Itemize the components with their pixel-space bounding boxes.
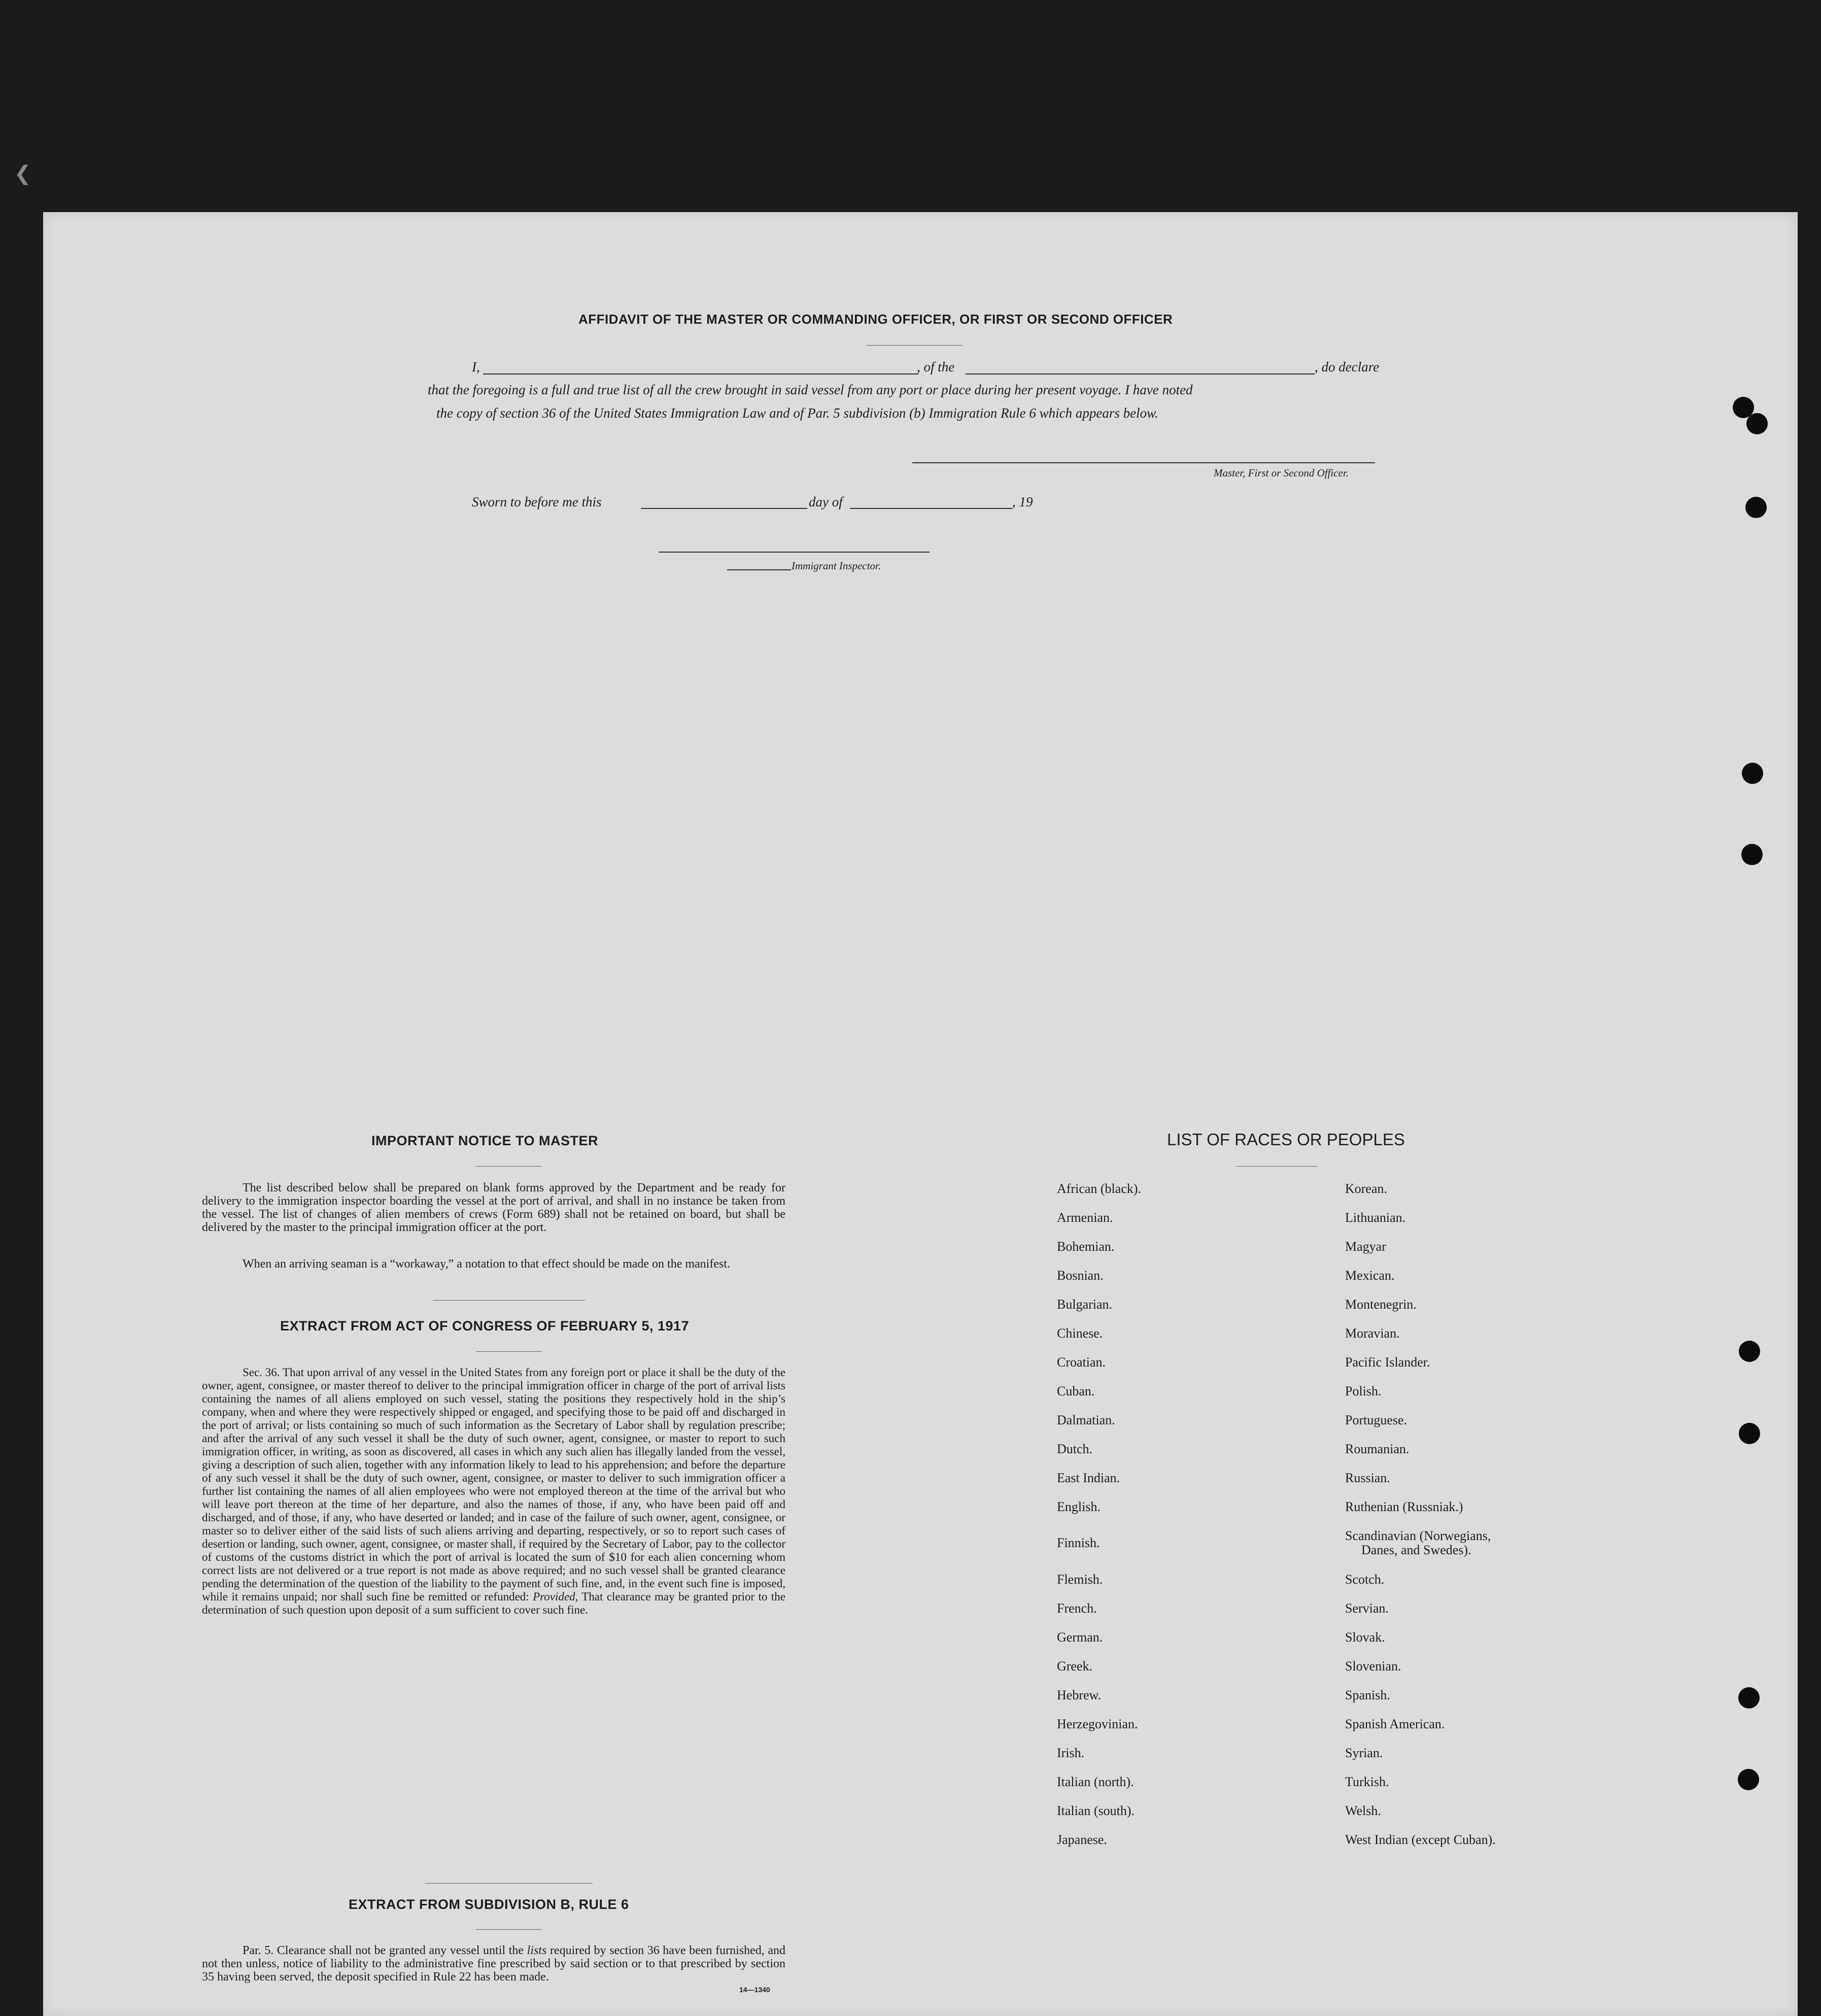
sworn-month-blank bbox=[850, 508, 1012, 509]
affidavit-line-3: the copy of section 36 of the United States Immigration Law and of Par. 5 subdivision (b) Immigration Rule 6 which appears below. bbox=[436, 405, 1158, 421]
affidavit-declare-label: , do declare bbox=[1315, 359, 1380, 374]
race-item: Lithuanian. bbox=[1345, 1210, 1406, 1225]
race-item: Roumanian. bbox=[1345, 1442, 1410, 1456]
race-item: East Indian. bbox=[1057, 1471, 1120, 1485]
lists-word: lists bbox=[527, 1944, 547, 1957]
race-item: Welsh. bbox=[1345, 1803, 1381, 1818]
affidavit-line-1 bbox=[472, 359, 1445, 378]
race-item: Russian. bbox=[1345, 1471, 1390, 1485]
form-number: 14—1340 bbox=[739, 1986, 770, 1994]
race-item: Irish. bbox=[1057, 1746, 1085, 1760]
sworn-line bbox=[472, 494, 1096, 512]
notice-title: IMPORTANT NOTICE TO MASTER bbox=[371, 1133, 598, 1148]
divider bbox=[433, 1300, 585, 1301]
divider bbox=[425, 1883, 593, 1884]
sworn-day-blank bbox=[641, 508, 807, 509]
punch-hole bbox=[1739, 1423, 1760, 1444]
race-item: Japanese. bbox=[1057, 1832, 1107, 1847]
race-item: West Indian (except Cuban). bbox=[1345, 1832, 1496, 1847]
punch-hole bbox=[1739, 1341, 1760, 1362]
notice-paragraph-1: The list described below shall be prepared on blank forms approved by the Department and be ready for delivery to the immigration inspector boarding the vessel at the port of arrival, and shall in no instance be taken from the vessel. The list of changes of alien members of crews (Form 689) shall not be retained on board, but shall be delivered by the master to the principal immigration officer at the port. bbox=[202, 1181, 785, 1234]
par-body-a: Clearance shall not be granted any vessel until the bbox=[277, 1944, 524, 1957]
race-item: Herzegovinian. bbox=[1057, 1717, 1138, 1731]
punch-hole bbox=[1742, 763, 1763, 784]
race-item: Greek. bbox=[1057, 1659, 1093, 1673]
race-item: Bulgarian. bbox=[1057, 1297, 1113, 1312]
divider bbox=[1236, 1166, 1318, 1167]
divider bbox=[476, 1166, 542, 1167]
race-item: Bosnian. bbox=[1057, 1268, 1104, 1283]
par-5-text bbox=[202, 1944, 785, 1984]
punch-hole bbox=[1741, 844, 1763, 865]
race-item: Slovak. bbox=[1345, 1630, 1385, 1645]
provided-label: Provided, bbox=[533, 1590, 578, 1603]
sworn-day-of: day of bbox=[809, 494, 843, 509]
section-body: That upon arrival of any vessel in the United States from any foreign port or place it shall be the duty of the owner, agent, consignee, or master thereof to deliver to the principal immigration officer in charge of the port of arrival lists containing the names of all aliens employed on such vessel, stating the positions they respectively hold in the ship’s company, when and where they were respectively shipped or engaged, and specifying those to be paid off and discharged in the port of arrival; or lists containing so much of such information as the Secretary of Labor shall by regulation prescribe; and after the arrival of any such vessel it shall be the duty of such owner, agent, consignee, or master to report to such immigration officer, in writing, as soon as discovered, all cases in which any such alien has illegally landed from the vessel, giving a description of such alien, together with any information likely to lead to his apprehension; and before the departure of any such vessel it shall be the duty of such owner, agent, consignee, or master to deliver to such immigration officer a further list containing the names of all alien employees who were not employed thereon at the time of the arrival but who will leave port thereon at the time of her departure, and also the names of those, if any, who have been paid off and discharged, and of those, if any, who have deserted or landed; and in case of the failure of such owner, agent, consignee, or master so to deliver either of the said lists of such aliens arriving and departing, respectively, or so to report such cases of desertion or landing, such owner, agent, consignee, or master shall, if required by the Secretary of Labor, pay to the collector of customs of the customs district in which the port of arrival is located the sum of $10 for each alien concerning whom correct lists are not delivered or a true report is not made as above required; and no such vessel shall be granted clearance pending the determination of the question of the liability to the payment of such fine, and, in the event such fine is imposed, while it remains unpaid; nor shall such fine be remitted or refunded: bbox=[202, 1366, 785, 1603]
sworn-year: , 19 bbox=[1012, 494, 1033, 509]
race-item: Chinese. bbox=[1057, 1326, 1103, 1341]
race-item: Cuban. bbox=[1057, 1384, 1095, 1398]
race-item: Turkish. bbox=[1345, 1774, 1389, 1789]
par-label: Par. 5. bbox=[243, 1944, 274, 1957]
par-body-b: required by section 36 have been furnished, and not then unless, notice of liability to the administrative fine prescribed by said section or to that prescribed by section 35 having been served, the deposit specified in Rule 22 has been made. bbox=[202, 1944, 786, 1984]
section-body-end: That clearance may be granted prior to the determination of such question upon deposit of a sum sufficient to cover such fine. bbox=[202, 1590, 785, 1616]
race-item: Dalmatian. bbox=[1057, 1413, 1115, 1427]
name-blank-line bbox=[483, 373, 918, 374]
race-item: Magyar bbox=[1345, 1239, 1386, 1254]
race-item: Montenegrin. bbox=[1345, 1297, 1417, 1312]
races-title: LIST OF RACES OR PEOPLES bbox=[1167, 1130, 1405, 1149]
race-item: Spanish. bbox=[1345, 1688, 1390, 1702]
race-item: Bohemian. bbox=[1057, 1239, 1115, 1254]
punch-hole bbox=[1745, 497, 1767, 518]
scan-margin-mark: ❮ bbox=[14, 162, 31, 185]
affidavit-line-2: that the foregoing is a full and true list of all the crew brought in said vessel from any port or place during her present voyage. I have noted bbox=[428, 382, 1193, 397]
race-item: Spanish American. bbox=[1345, 1717, 1445, 1731]
race-item: Finnish. bbox=[1057, 1535, 1100, 1550]
master-signature-line bbox=[912, 462, 1375, 463]
affidavit-of-the-label: , of the bbox=[917, 359, 955, 374]
vessel-blank-line bbox=[966, 373, 1315, 374]
race-item: Ruthenian (Russniak.) bbox=[1345, 1499, 1463, 1514]
inspector-prefix-line bbox=[727, 569, 791, 570]
race-item: English. bbox=[1057, 1499, 1101, 1514]
affidavit-i-label: I, bbox=[472, 359, 480, 374]
rule-extract-title: EXTRACT FROM SUBDIVISION B, RULE 6 bbox=[349, 1897, 629, 1912]
section-label: Sec. 36. bbox=[243, 1366, 280, 1379]
race-item: Korean. bbox=[1345, 1181, 1388, 1196]
document-page bbox=[43, 212, 1798, 2016]
section-36-text bbox=[202, 1366, 785, 1617]
race-item: Flemish. bbox=[1057, 1572, 1103, 1587]
race-item: Hebrew. bbox=[1057, 1688, 1102, 1702]
race-item: Moravian. bbox=[1345, 1326, 1400, 1341]
punch-hole bbox=[1738, 1769, 1759, 1790]
race-item: Armenian. bbox=[1057, 1210, 1113, 1225]
race-item: Italian (north). bbox=[1057, 1774, 1134, 1789]
affidavit-title: AFFIDAVIT OF THE MASTER OR COMMANDING OFFICER, OR FIRST OR SECOND OFFICER bbox=[578, 312, 1173, 327]
race-item: Italian (south). bbox=[1057, 1803, 1135, 1818]
race-item: Portuguese. bbox=[1345, 1413, 1407, 1427]
sworn-prefix: Sworn to before me this bbox=[472, 494, 602, 509]
race-item: Pacific Islander. bbox=[1345, 1355, 1430, 1370]
divider bbox=[476, 1351, 542, 1352]
race-item: Scotch. bbox=[1345, 1572, 1385, 1587]
divider bbox=[866, 345, 963, 346]
race-item: Scandinavian (Norwegians, bbox=[1345, 1528, 1491, 1543]
punch-hole bbox=[1738, 1687, 1760, 1709]
inspector-caption: Immigrant Inspector. bbox=[792, 560, 881, 572]
race-item: African (black). bbox=[1057, 1181, 1142, 1196]
master-signature-caption: Master, First or Second Officer. bbox=[1214, 467, 1349, 479]
race-item-continuation: Danes, and Swedes). bbox=[1361, 1543, 1471, 1557]
divider bbox=[476, 1929, 542, 1930]
race-item: Polish. bbox=[1345, 1384, 1382, 1398]
act-extract-title: EXTRACT FROM ACT OF CONGRESS OF FEBRUARY 5, 1917 bbox=[280, 1318, 690, 1334]
race-item: Servian. bbox=[1345, 1601, 1389, 1616]
race-item: French. bbox=[1057, 1601, 1097, 1616]
race-item: Croatian. bbox=[1057, 1355, 1106, 1370]
punch-hole bbox=[1746, 413, 1768, 434]
notice-paragraph-2: When an arriving seaman is a “workaway,” a notation to that effect should be made on the manifest. bbox=[243, 1257, 730, 1271]
race-item: Dutch. bbox=[1057, 1442, 1093, 1456]
race-item: Syrian. bbox=[1345, 1746, 1383, 1760]
inspector-signature-line bbox=[659, 552, 930, 553]
race-item: German. bbox=[1057, 1630, 1103, 1645]
race-item: Mexican. bbox=[1345, 1268, 1395, 1283]
race-item: Slovenian. bbox=[1345, 1659, 1401, 1673]
